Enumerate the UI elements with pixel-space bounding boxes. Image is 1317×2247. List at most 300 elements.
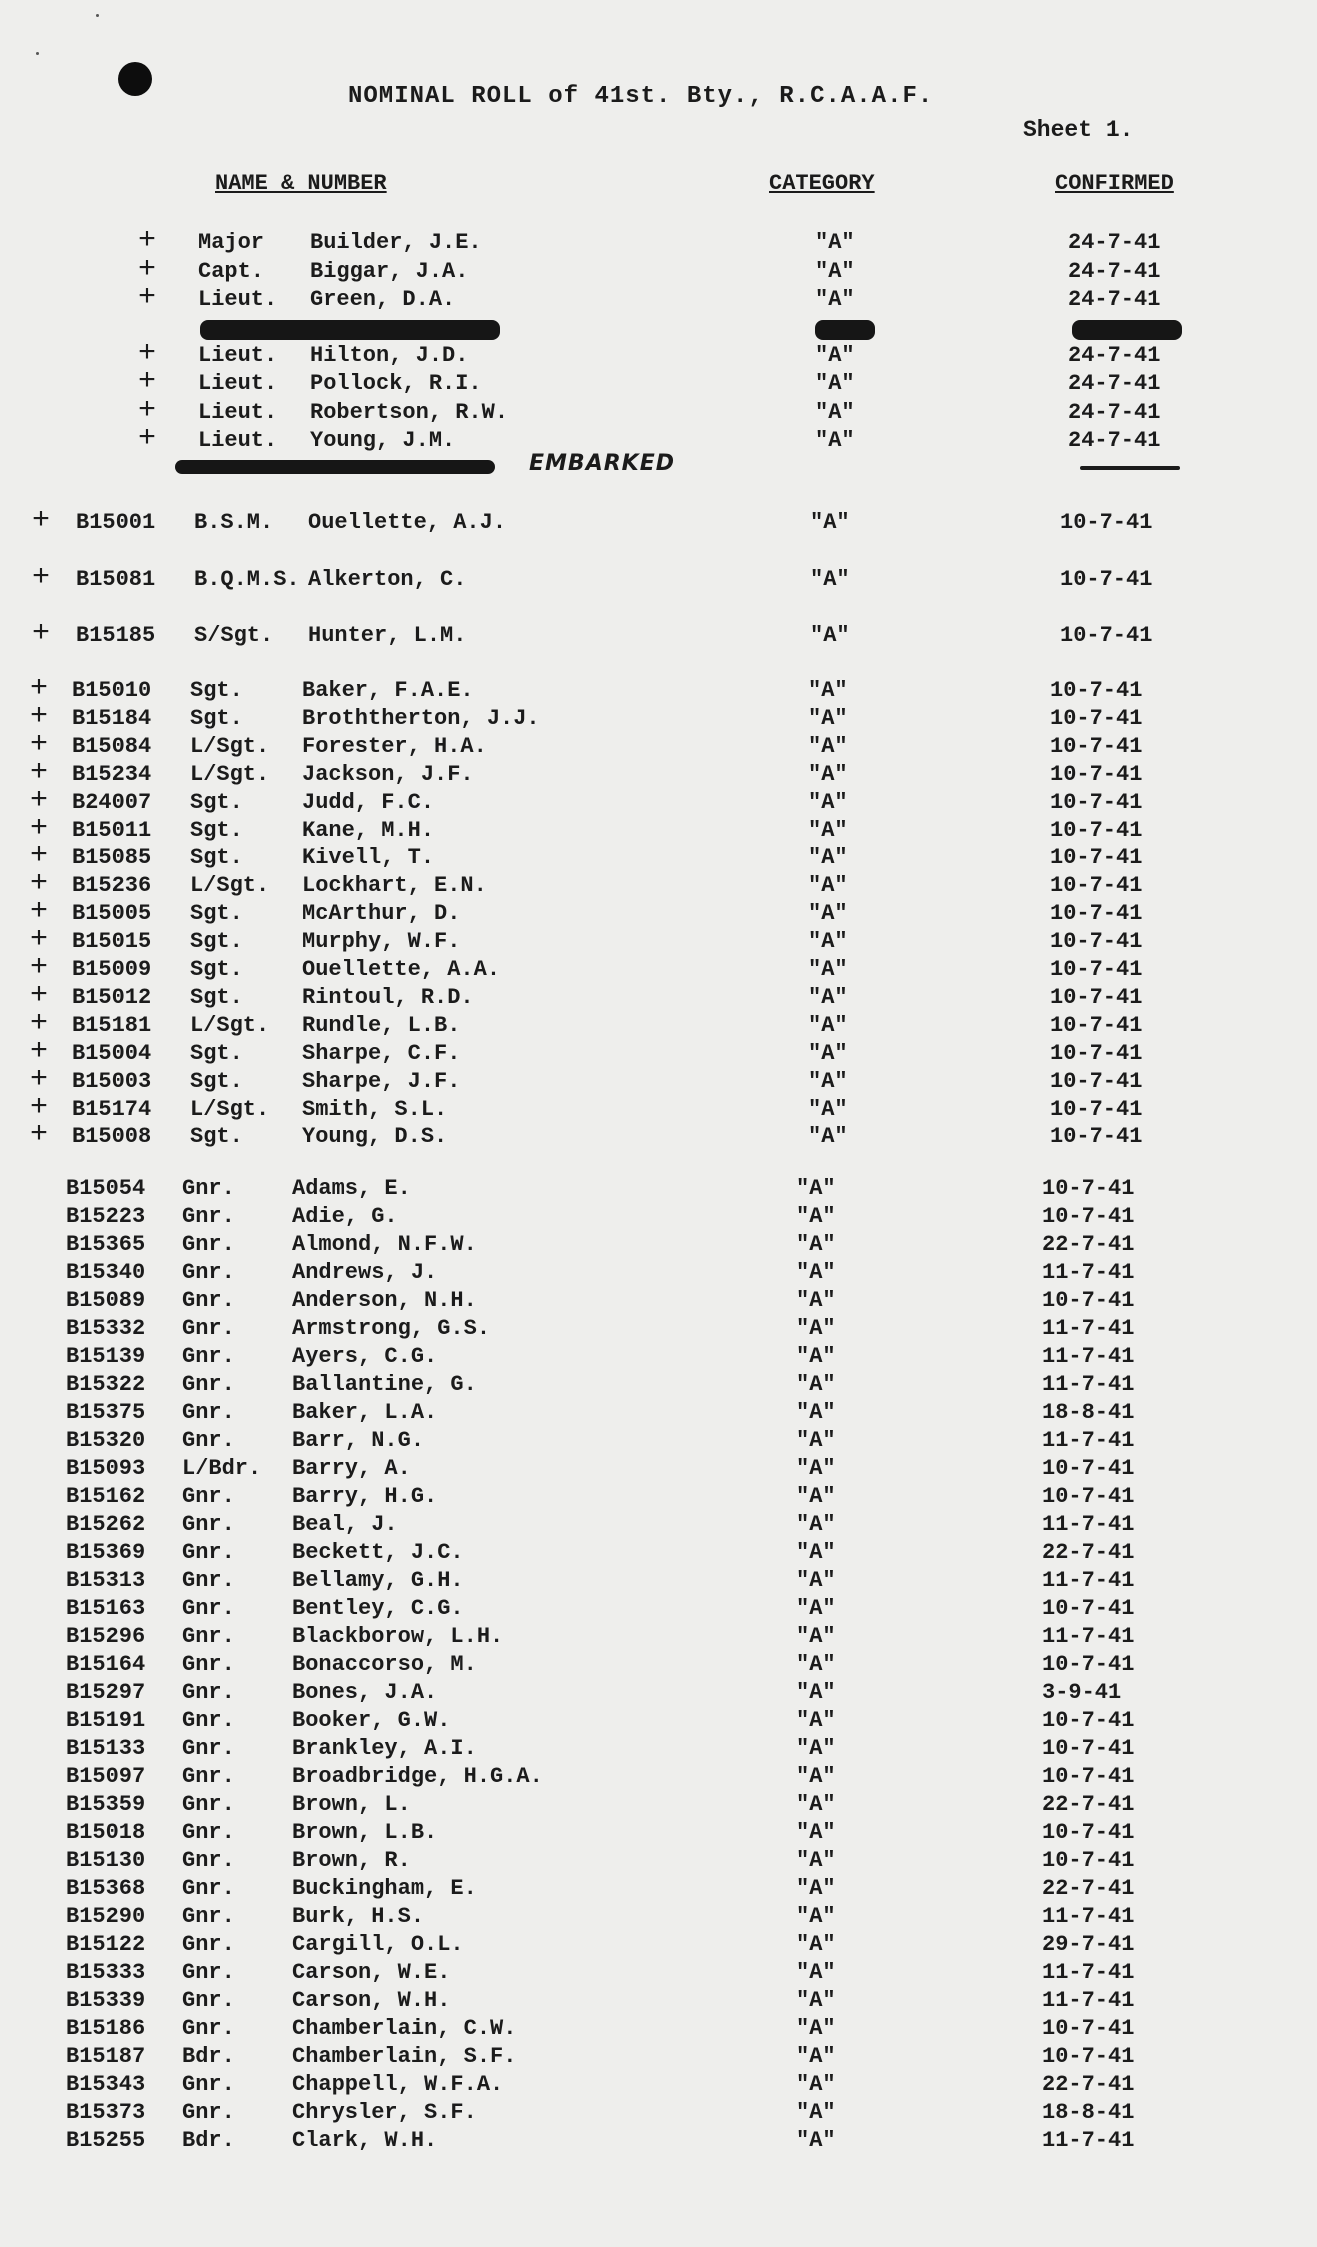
struck-out-entry xyxy=(815,320,875,340)
category-value: "A" xyxy=(796,2044,836,2069)
confirmed-date: 10-7-41 xyxy=(1050,1068,1143,1094)
roll-entry xyxy=(0,1932,1317,1960)
roll-entry xyxy=(0,1428,1317,1456)
person-name: Brown, L.B. xyxy=(292,1820,438,1845)
person-name: Hilton, J.D. xyxy=(310,343,469,368)
service-number: B15369 xyxy=(66,1540,146,1565)
roll-entry xyxy=(0,1540,1317,1568)
service-number: B15290 xyxy=(66,1904,146,1929)
service-number: B15255 xyxy=(66,2128,146,2153)
confirmed-date: 10-7-41 xyxy=(1042,2044,1135,2069)
rank: Gnr. xyxy=(182,1288,235,1313)
category-value: "A" xyxy=(808,901,848,927)
category-value: "A" xyxy=(808,845,848,871)
confirmed-date: 10-7-41 xyxy=(1050,929,1143,955)
category-value: "A" xyxy=(796,1540,836,1565)
confirmed-date: 11-7-41 xyxy=(1042,1344,1135,1369)
service-number: B15122 xyxy=(66,1932,146,1957)
person-name: Barry, H.G. xyxy=(292,1484,438,1509)
confirmed-date: 24-7-41 xyxy=(1068,343,1161,368)
rank: Gnr. xyxy=(182,2100,235,2125)
confirmed-date: 10-7-41 xyxy=(1050,817,1143,843)
confirmed-date: 10-7-41 xyxy=(1050,873,1143,899)
person-name: Almond, N.F.W. xyxy=(292,1232,477,1257)
category-value: "A" xyxy=(808,929,848,955)
category-value: "A" xyxy=(796,2128,836,2153)
rank: Gnr. xyxy=(182,1204,235,1229)
roll-entry xyxy=(0,839,1317,874)
roll-entry xyxy=(0,365,1317,399)
tick-mark: + xyxy=(138,394,157,428)
roll-entry xyxy=(0,1034,1317,1069)
confirmed-date: 22-7-41 xyxy=(1042,2072,1135,2097)
person-name: Ballantine, G. xyxy=(292,1372,477,1397)
punch-hole xyxy=(118,62,152,96)
service-number: B15130 xyxy=(66,1848,146,1873)
person-name: Ouellette, A.J. xyxy=(308,510,507,535)
person-name: Blackborow, L.H. xyxy=(292,1624,504,1649)
rank: Capt. xyxy=(198,259,265,284)
tick-mark: + xyxy=(30,923,49,958)
rank: Gnr. xyxy=(182,1260,235,1285)
confirmed-date: 11-7-41 xyxy=(1042,1624,1135,1649)
rank: L/Sgt. xyxy=(190,761,270,787)
category-value: "A" xyxy=(796,1932,836,1957)
rank: Bdr. xyxy=(182,2044,235,2069)
category-value: "A" xyxy=(796,1680,836,1705)
confirmed-date: 10-7-41 xyxy=(1060,623,1153,648)
rank: Gnr. xyxy=(182,2016,235,2041)
rank: Gnr. xyxy=(182,1484,235,1509)
category-value: "A" xyxy=(796,1652,836,1677)
confirmed-date: 10-7-41 xyxy=(1042,1848,1135,1873)
rank: Gnr. xyxy=(182,1932,235,1957)
roll-entry xyxy=(0,1372,1317,1400)
confirmed-date: 10-7-41 xyxy=(1050,1012,1143,1038)
person-name: Sharpe, C.F. xyxy=(302,1040,461,1066)
service-number: B15139 xyxy=(66,1344,146,1369)
service-number: B15010 xyxy=(72,678,152,703)
person-name: Rintoul, R.D. xyxy=(302,984,474,1010)
person-name: Barry, A. xyxy=(292,1456,411,1481)
confirmed-date: 11-7-41 xyxy=(1042,1428,1135,1453)
speck xyxy=(36,52,39,55)
confirmed-date: 24-7-41 xyxy=(1068,371,1161,396)
service-number: B15015 xyxy=(72,929,152,955)
rank: Gnr. xyxy=(182,1736,235,1761)
category-value: "A" xyxy=(796,2016,836,2041)
service-number: B15333 xyxy=(66,1960,146,1985)
confirmed-date: 10-7-41 xyxy=(1050,1040,1143,1066)
rank: Sgt. xyxy=(190,705,243,731)
service-number: B15375 xyxy=(66,1400,146,1425)
roll-entry xyxy=(0,561,1317,595)
struck-out-entry xyxy=(175,460,495,474)
service-number: B15191 xyxy=(66,1708,146,1733)
tick-mark: + xyxy=(138,337,157,371)
category-value: "A" xyxy=(796,2072,836,2097)
roll-entry xyxy=(0,1904,1317,1932)
category-value: "A" xyxy=(796,1624,836,1649)
category-value: "A" xyxy=(810,623,850,648)
tick-mark: + xyxy=(138,253,157,287)
service-number: B15163 xyxy=(66,1596,146,1621)
category-value: "A" xyxy=(810,567,850,592)
confirmed-date: 10-7-41 xyxy=(1050,1124,1143,1150)
confirmed-date: 10-7-41 xyxy=(1050,761,1143,787)
service-number: B15332 xyxy=(66,1316,146,1341)
category-value: "A" xyxy=(796,1596,836,1621)
rank: Sgt. xyxy=(190,929,243,955)
service-number: B15340 xyxy=(66,1260,146,1285)
rank: Gnr. xyxy=(182,1848,235,1873)
roll-entry xyxy=(0,1988,1317,2016)
person-name: Robertson, R.W. xyxy=(310,400,509,425)
person-name: Sharpe, J.F. xyxy=(302,1068,461,1094)
category-value: "A" xyxy=(796,1512,836,1537)
roll-entry xyxy=(0,895,1317,930)
tick-mark: + xyxy=(30,1034,49,1069)
person-name: Murphy, W.F. xyxy=(302,929,461,955)
service-number: B15365 xyxy=(66,1232,146,1257)
person-name: Forester, H.A. xyxy=(302,733,487,759)
confirmed-date: 24-7-41 xyxy=(1068,230,1161,255)
confirmed-date: 11-7-41 xyxy=(1042,1260,1135,1285)
person-name: Judd, F.C. xyxy=(302,789,435,815)
person-name: Broththerton, J.J. xyxy=(302,705,540,731)
roll-entry xyxy=(0,1568,1317,1596)
confirmed-date: 11-7-41 xyxy=(1042,1512,1135,1537)
rank: L/Bdr. xyxy=(182,1456,262,1481)
person-name: Young, J.M. xyxy=(310,428,456,453)
roll-entry xyxy=(0,783,1317,818)
confirmed-date: 10-7-41 xyxy=(1050,733,1143,759)
confirmed-date: 11-7-41 xyxy=(1042,1988,1135,2013)
tick-mark: + xyxy=(30,783,49,818)
rank: Gnr. xyxy=(182,1232,235,1257)
service-number: B15081 xyxy=(76,567,156,592)
person-name: Jackson, J.F. xyxy=(302,761,474,787)
service-number: B15181 xyxy=(72,1012,152,1038)
header-confirmed: CONFIRMED xyxy=(1055,171,1174,196)
rank: Bdr. xyxy=(182,2128,235,2153)
person-name: Bentley, C.G. xyxy=(292,1596,464,1621)
roll-entry xyxy=(0,504,1317,538)
roll-entry xyxy=(0,2016,1317,2044)
person-name: Anderson, N.H. xyxy=(292,1288,477,1313)
tick-mark: + xyxy=(30,811,49,846)
category-value: "A" xyxy=(796,1176,836,1201)
roll-entry xyxy=(0,617,1317,651)
person-name: Baker, L.A. xyxy=(292,1400,438,1425)
category-value: "A" xyxy=(796,1456,836,1481)
roll-entry xyxy=(0,1764,1317,1792)
rank: Lieut. xyxy=(198,400,278,425)
person-name: Kivell, T. xyxy=(302,845,435,871)
confirmed-date: 10-7-41 xyxy=(1042,1484,1135,1509)
service-number: B15133 xyxy=(66,1736,146,1761)
tick-mark: + xyxy=(138,281,157,315)
service-number: B15084 xyxy=(72,733,152,759)
speck xyxy=(96,14,99,17)
rank: Sgt. xyxy=(190,957,243,982)
category-value: "A" xyxy=(808,705,848,731)
confirmed-date: 11-7-41 xyxy=(1042,1568,1135,1593)
person-name: Kane, M.H. xyxy=(302,817,435,843)
confirmed-date: 24-7-41 xyxy=(1068,287,1161,312)
person-name: Brankley, A.I. xyxy=(292,1736,477,1761)
rank: Gnr. xyxy=(182,1372,235,1397)
person-name: Burk, H.S. xyxy=(292,1904,425,1929)
confirmed-date: 10-7-41 xyxy=(1042,2016,1135,2041)
service-number: B15223 xyxy=(66,1204,146,1229)
rank: Gnr. xyxy=(182,1820,235,1845)
tick-mark: + xyxy=(32,617,51,651)
confirmed-date: 22-7-41 xyxy=(1042,1540,1135,1565)
service-number: B15174 xyxy=(72,1096,152,1122)
rank: Lieut. xyxy=(198,428,278,453)
confirmed-date: 18-8-41 xyxy=(1042,2100,1135,2125)
roll-entry xyxy=(0,727,1317,762)
tick-mark: + xyxy=(30,699,49,734)
person-name: Alkerton, C. xyxy=(308,567,467,592)
roll-entry xyxy=(0,1232,1317,1260)
person-name: Chrysler, S.F. xyxy=(292,2100,477,2125)
category-value: "A" xyxy=(815,400,855,425)
tick-mark: + xyxy=(30,978,49,1013)
category-value: "A" xyxy=(808,1040,848,1066)
service-number: B15297 xyxy=(66,1680,146,1705)
header-name-number: NAME & NUMBER xyxy=(215,171,387,196)
roll-entry xyxy=(0,923,1317,958)
service-number: B24007 xyxy=(72,789,152,815)
confirmed-date: 10-7-41 xyxy=(1042,1204,1135,1229)
roll-entry xyxy=(0,1820,1317,1848)
category-value: "A" xyxy=(796,2100,836,2125)
page-title: NOMINAL ROLL of 41st. Bty., R.C.A.A.F. xyxy=(348,83,934,110)
rank: Lieut. xyxy=(198,287,278,312)
person-name: Chappell, W.F.A. xyxy=(292,2072,504,2097)
tick-mark: + xyxy=(30,951,49,985)
roll-entry xyxy=(0,1708,1317,1736)
service-number: B15001 xyxy=(76,510,156,535)
category-value: "A" xyxy=(808,984,848,1010)
person-name: Booker, G.W. xyxy=(292,1708,451,1733)
service-number: B15234 xyxy=(72,761,152,787)
service-number: B15093 xyxy=(66,1456,146,1481)
category-value: "A" xyxy=(808,1124,848,1150)
category-value: "A" xyxy=(796,1736,836,1761)
roll-entry xyxy=(0,394,1317,428)
confirmed-date: 3-9-41 xyxy=(1042,1680,1122,1705)
roll-entry xyxy=(0,1344,1317,1372)
rank: B.S.M. xyxy=(194,510,274,535)
service-number: B15164 xyxy=(66,1652,146,1677)
confirmed-date: 10-7-41 xyxy=(1042,1596,1135,1621)
roll-entry xyxy=(0,1876,1317,1904)
person-name: Baker, F.A.E. xyxy=(302,678,474,703)
category-value: "A" xyxy=(815,428,855,453)
confirmed-date: 10-7-41 xyxy=(1042,1736,1135,1761)
rank: Gnr. xyxy=(182,1988,235,2013)
service-number: B15018 xyxy=(66,1820,146,1845)
struck-out-entry xyxy=(200,320,500,340)
tick-mark: + xyxy=(30,1062,49,1097)
category-value: "A" xyxy=(796,1400,836,1425)
person-name: Broadbridge, H.G.A. xyxy=(292,1764,543,1789)
person-name: Rundle, L.B. xyxy=(302,1012,461,1038)
rank: L/Sgt. xyxy=(190,733,270,759)
confirmed-date: 10-7-41 xyxy=(1042,1820,1135,1845)
category-value: "A" xyxy=(796,1988,836,2013)
category-value: "A" xyxy=(796,1344,836,1369)
category-value: "A" xyxy=(796,1904,836,1929)
roll-entry xyxy=(0,1680,1317,1708)
roll-entry xyxy=(0,1484,1317,1512)
rank: Sgt. xyxy=(190,901,243,927)
rank: Gnr. xyxy=(182,1540,235,1565)
tick-mark: + xyxy=(138,224,157,258)
tick-mark: + xyxy=(30,727,49,762)
category-value: "A" xyxy=(796,1792,836,1817)
confirmed-date: 24-7-41 xyxy=(1068,400,1161,425)
category-value: "A" xyxy=(815,230,855,255)
service-number: B15373 xyxy=(66,2100,146,2125)
rank: Sgt. xyxy=(190,984,243,1010)
roll-entry xyxy=(0,1848,1317,1876)
category-value: "A" xyxy=(796,1372,836,1397)
service-number: B15313 xyxy=(66,1568,146,1593)
confirmed-date: 10-7-41 xyxy=(1050,678,1143,703)
confirmed-date: 11-7-41 xyxy=(1042,1960,1135,1985)
roll-entry xyxy=(0,1118,1317,1153)
service-number: B15339 xyxy=(66,1988,146,2013)
person-name: Ayers, C.G. xyxy=(292,1344,438,1369)
category-value: "A" xyxy=(808,789,848,815)
confirmed-date: 29-7-41 xyxy=(1042,1932,1135,1957)
person-name: Bellamy, G.H. xyxy=(292,1568,464,1593)
struck-out-entry xyxy=(1080,466,1180,470)
roll-entry xyxy=(0,1456,1317,1484)
roll-entry xyxy=(0,2128,1317,2156)
confirmed-date: 10-7-41 xyxy=(1042,1176,1135,1201)
category-value: "A" xyxy=(796,1764,836,1789)
service-number: B15162 xyxy=(66,1484,146,1509)
confirmed-date: 10-7-41 xyxy=(1050,789,1143,815)
header-category: CATEGORY xyxy=(769,171,875,196)
category-value: "A" xyxy=(815,259,855,284)
service-number: B15368 xyxy=(66,1876,146,1901)
roll-entry xyxy=(0,1090,1317,1125)
confirmed-date: 10-7-41 xyxy=(1042,1456,1135,1481)
category-value: "A" xyxy=(796,1848,836,1873)
person-name: Brown, L. xyxy=(292,1792,411,1817)
rank: L/Sgt. xyxy=(190,873,270,899)
rank: Gnr. xyxy=(182,1960,235,1985)
roll-entry xyxy=(0,1736,1317,1764)
category-value: "A" xyxy=(796,1708,836,1733)
tick-mark: + xyxy=(30,672,49,706)
roll-entry xyxy=(0,1400,1317,1428)
roll-entry xyxy=(0,253,1317,287)
rank: Sgt. xyxy=(190,789,243,815)
service-number: B15186 xyxy=(66,2016,146,2041)
category-value: "A" xyxy=(796,1288,836,1313)
category-value: "A" xyxy=(808,1096,848,1122)
category-value: "A" xyxy=(808,1012,848,1038)
confirmed-date: 10-7-41 xyxy=(1042,1764,1135,1789)
person-name: Buckingham, E. xyxy=(292,1876,477,1901)
person-name: Builder, J.E. xyxy=(310,230,482,255)
category-value: "A" xyxy=(808,873,848,899)
roll-entry xyxy=(0,1260,1317,1288)
category-value: "A" xyxy=(808,817,848,843)
rank: S/Sgt. xyxy=(194,623,274,648)
confirmed-date: 10-7-41 xyxy=(1050,845,1143,871)
roll-entry xyxy=(0,2100,1317,2128)
person-name: Barr, N.G. xyxy=(292,1428,425,1453)
person-name: Hunter, L.M. xyxy=(308,623,467,648)
category-value: "A" xyxy=(815,371,855,396)
rank: Sgt. xyxy=(190,1068,243,1094)
confirmed-date: 11-7-41 xyxy=(1042,1372,1135,1397)
person-name: Chamberlain, C.W. xyxy=(292,2016,517,2041)
person-name: Smith, S.L. xyxy=(302,1096,448,1122)
person-name: Adie, G. xyxy=(292,1204,398,1229)
confirmed-date: 11-7-41 xyxy=(1042,1316,1135,1341)
rank: Sgt. xyxy=(190,817,243,843)
category-value: "A" xyxy=(796,1428,836,1453)
rank: Gnr. xyxy=(182,1428,235,1453)
rank: Gnr. xyxy=(182,1596,235,1621)
category-value: "A" xyxy=(796,1260,836,1285)
rank: Gnr. xyxy=(182,1652,235,1677)
roll-entry xyxy=(0,811,1317,846)
rank: Gnr. xyxy=(182,2072,235,2097)
tick-mark: + xyxy=(32,561,51,595)
tick-mark: + xyxy=(30,1090,49,1125)
rank: Gnr. xyxy=(182,1680,235,1705)
category-value: "A" xyxy=(808,957,848,982)
person-name: Green, D.A. xyxy=(310,287,456,312)
rank: Gnr. xyxy=(182,1904,235,1929)
tick-mark: + xyxy=(138,365,157,399)
confirmed-date: 18-8-41 xyxy=(1042,1400,1135,1425)
confirmed-date: 10-7-41 xyxy=(1050,957,1143,982)
rank: Gnr. xyxy=(182,1344,235,1369)
person-name: Brown, R. xyxy=(292,1848,411,1873)
roll-entry xyxy=(0,1512,1317,1540)
category-value: "A" xyxy=(808,733,848,759)
service-number: B15054 xyxy=(66,1176,146,1201)
confirmed-date: 22-7-41 xyxy=(1042,1876,1135,1901)
embarked-annotation: EMBARKED xyxy=(529,451,675,476)
category-value: "A" xyxy=(796,1960,836,1985)
tick-mark: + xyxy=(30,839,49,874)
person-name: Bonaccorso, M. xyxy=(292,1652,477,1677)
tick-mark: + xyxy=(30,1118,49,1153)
tick-mark: + xyxy=(32,504,51,538)
confirmed-date: 10-7-41 xyxy=(1042,1708,1135,1733)
person-name: Carson, W.H. xyxy=(292,1988,451,2013)
person-name: Ouellette, A.A. xyxy=(302,957,501,982)
person-name: McArthur, D. xyxy=(302,901,461,927)
service-number: B15009 xyxy=(72,957,152,982)
tick-mark: + xyxy=(30,1006,49,1041)
service-number: B15003 xyxy=(72,1068,152,1094)
service-number: B15185 xyxy=(76,623,156,648)
person-name: Young, D.S. xyxy=(302,1124,448,1150)
